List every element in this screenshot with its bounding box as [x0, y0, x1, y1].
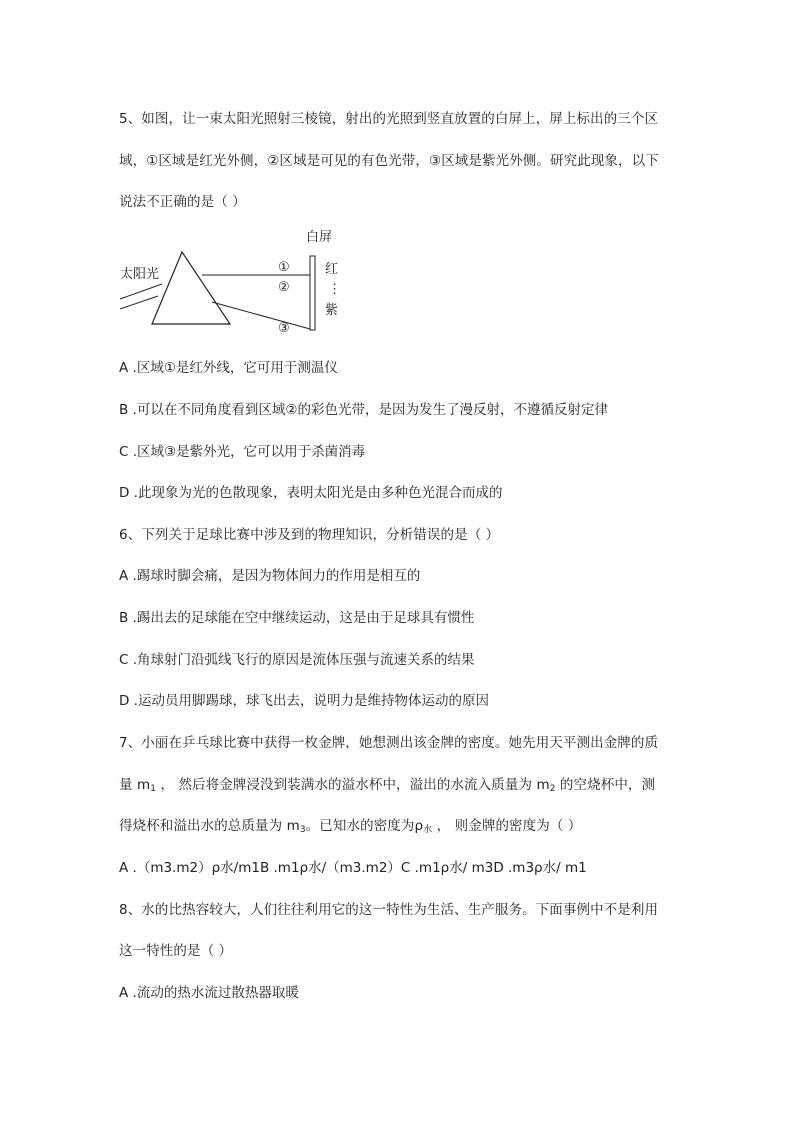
q6-option-a: A .踢球时脚会痛，是因为物体间力的作用是相互的 [119, 568, 421, 584]
q7-stem-line3 [119, 817, 581, 835]
sunlight-label: 太阳光 [120, 267, 160, 282]
red-label: 红 [325, 262, 339, 277]
q7-stem-line1: 7、小丽在乒乓球比赛中获得一枚金牌，她想测出该金牌的密度。她先用天平测出金牌的质 [119, 735, 659, 751]
purple-label: 紫 [325, 303, 339, 318]
sunlight-ray-lower [120, 296, 158, 309]
q5-stem-line3: 说法不正确的是（ ） [119, 194, 246, 210]
q5-option-c: C .区域③是紫外光，它可以用于杀菌消毒 [119, 444, 366, 460]
q7-line3-text-a: 得烧杯和溢出水的总质量为 m [119, 818, 300, 834]
q5-option-b: B .可以在不同角度看到区域②的彩色光带，是因为发生了漫反射，不遵循反射定律 [119, 402, 608, 418]
q7-line3-text-b: 。已知水的密度为ρ [305, 818, 424, 834]
ellipsis-dots: ⋮ [328, 282, 341, 297]
q5-option-d: D .此现象为光的色散现象，表明太阳光是由多种色光混合而成的 [119, 485, 503, 501]
q8-option-a: A .流动的热水流过散热器取暖 [119, 985, 299, 1001]
prism-triangle [152, 252, 230, 324]
region-3-mark: ③ [278, 321, 290, 336]
region-1-mark: ① [278, 260, 290, 275]
q7-line2-text-a: 量 m [119, 777, 151, 793]
q5-stem-line1: 5、如图，让一束太阳光照射三棱镜，射出的光照到竖直放置的白屏上，屏上标出的三个区 [119, 111, 659, 127]
q5-option-a: A .区域①是红外线，它可用于测温仪 [119, 360, 338, 376]
q5-stem-line2: 域，①区域是红光外侧，②区域是可见的有色光带，③区域是紫光外侧。研究此现象，以下 [119, 153, 659, 169]
region-2-mark: ② [278, 280, 290, 295]
q8-stem-line2: 这一特性的是（ ） [119, 943, 233, 959]
q7-stem-line2 [119, 776, 655, 794]
q6-stem: 6、下列关于足球比赛中涉及到的物理知识，分析错误的是（ ） [119, 527, 500, 543]
q8-stem-line1: 8、水的比热容较大，人们往往利用它的这一特性为生活、生产服务。下面事例中不是利用 [119, 902, 659, 918]
screen-label: 白屏 [306, 230, 333, 245]
q6-option-c: C .角球射门沿弧线飞行的原因是流体压强与流速关系的结果 [119, 652, 475, 668]
q7-line2-sub-b: 2 [549, 784, 556, 794]
white-screen [310, 256, 315, 330]
q6-option-d: D .运动员用脚踢球，球飞出去，说明力是维持物体运动的原因 [119, 693, 489, 709]
q7-line3-sub-a: 3 [299, 825, 306, 835]
ray-region-3 [212, 302, 310, 329]
prism-diagram [118, 226, 358, 338]
q7-line3-sub-b: 水 [423, 825, 433, 835]
q7-line2-text-c: 的空烧杯中，测 [555, 777, 656, 793]
q7-line3-text-c: ， 则金牌的密度为（ ） [432, 818, 582, 834]
q7-line2-text-b: ， 然后将金牌浸没到装满水的溢水杯中，溢出的水流入质量为 m [156, 777, 550, 793]
q7-line2-sub-a: 1 [150, 784, 157, 794]
q7-options: A .（m3.m2）ρ水/m1B .m1ρ水/（m3.m2）C .m1ρ水/ m3D .m3ρ水/ m1 [119, 860, 587, 876]
q6-option-b: B .踢出去的足球能在空中继续运动，这是由于足球具有惯性 [119, 610, 475, 626]
